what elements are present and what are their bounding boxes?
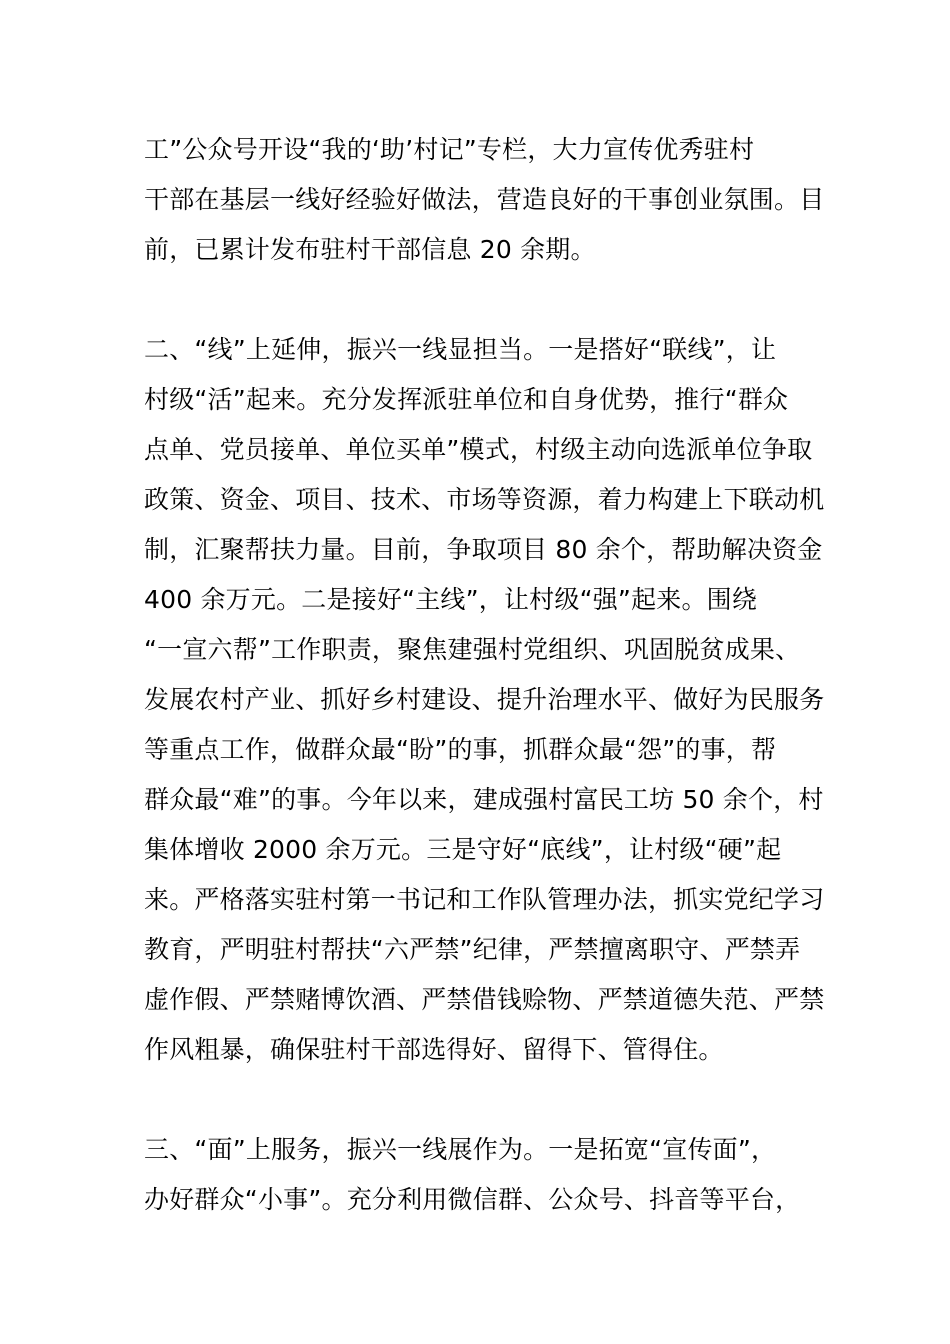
text-line: 作风粗暴，确保驻村干部选得好、留得下、管得住。: [144, 1035, 724, 1064]
text-line: 虚作假、严禁赌博饮酒、严禁借钱赊物、严禁道德失范、严禁: [144, 985, 825, 1014]
text-line: 干部在基层一线好经验好做法，营造良好的干事创业氛围。目: [144, 185, 825, 214]
text-line: 制，汇聚帮扶力量。目前，争取项目 80 余个，帮助解决资金: [144, 535, 823, 564]
text-line: 等重点工作，做群众最“盼”的事，抓群众最“怨”的事，帮: [144, 735, 777, 764]
text-line: 工”公众号开设“我的‘助’村记”专栏，大力宣传优秀驻村: [144, 135, 755, 164]
text-line: 三、“面”上服务，振兴一线展作为。一是拓宽“宣传面”，: [144, 1135, 777, 1164]
text-line: 群众最“难”的事。今年以来，建成强村富民工坊 50 余个，村: [144, 785, 824, 814]
text-line: 办好群众“小事”。充分利用微信群、公众号、抖音等平台，: [144, 1185, 801, 1214]
text-line: 教育，严明驻村帮扶“六严禁”纪律，严禁擅离职守、严禁弄: [144, 935, 801, 964]
text-line: 前，已累计发布驻村干部信息 20 余期。: [144, 235, 596, 264]
text-line: 村级“活”起来。充分发挥派驻单位和自身优势，推行“群众: [144, 385, 789, 414]
text-line: 集体增收 2000 余万元。三是守好“底线”，让村级“硬”起: [144, 835, 782, 864]
text-line: 来。严格落实驻村第一书记和工作队管理办法，抓实党纪学习: [144, 885, 825, 914]
text-line: 发展农村产业、抓好乡村建设、提升治理水平、做好为民服务: [144, 685, 825, 714]
text-line: 政策、资金、项目、技术、市场等资源，着力构建上下联动机: [144, 485, 825, 514]
text-line: “一宣六帮”工作职责，聚焦建强村党组织、巩固脱贫成果、: [144, 635, 801, 664]
text-line: 400 余万元。二是接好“主线”，让村级“强”起来。围绕: [144, 585, 758, 614]
text-line: 二、“线”上延伸，振兴一线显担当。一是搭好“联线”，让: [144, 335, 777, 364]
text-line: 点单、党员接单、单位买单”模式，村级主动向选派单位争取: [144, 435, 813, 464]
